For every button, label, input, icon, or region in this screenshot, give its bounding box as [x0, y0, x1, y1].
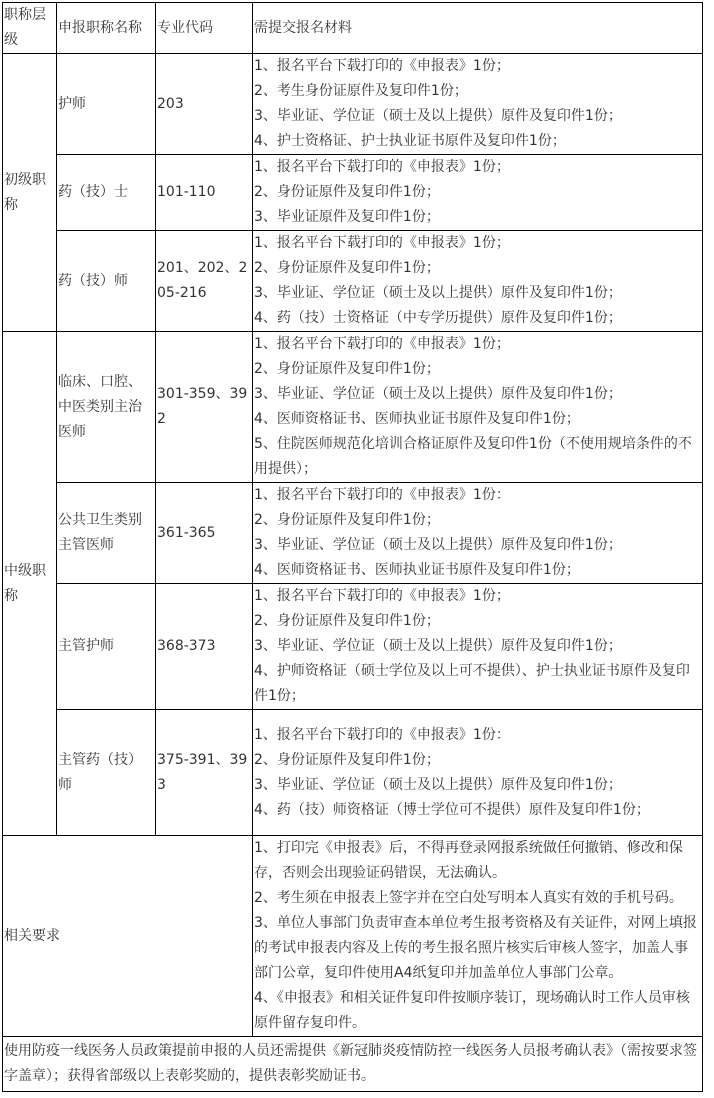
header-title: 申报职称名称 — [57, 3, 156, 54]
specialty-code: 368-373 — [156, 584, 253, 710]
materials-cell — [253, 155, 703, 231]
table-row — [3, 584, 703, 710]
material-item: 1、报名平台下载打印的《申报表》1份： — [254, 726, 510, 743]
material-item: 4、药（技）师资格证（博士学位可不提供）原件及复印件1份； — [254, 801, 650, 818]
material-item: 2、身份证原件及复印件1份； — [254, 751, 440, 768]
specialty-code: 361-365 — [156, 483, 253, 584]
footnote-row — [3, 1037, 703, 1092]
table-row — [3, 483, 703, 584]
material-item: 4、医师资格证书、医师执业证书原件及复印件1份； — [254, 562, 580, 578]
material-item: 3、毕业证、学位证（硕士及以上提供）原件及复印件1份； — [254, 776, 622, 793]
material-item: 3、毕业证原件及复印件1份； — [254, 209, 440, 225]
material-item: 3、毕业证、学位证（硕士及以上提供）原件及复印件1份； — [254, 537, 622, 553]
material-item: 5、住院医师规范化培训合格证原件及复印件1份（不使用规培条件的不用提供）； — [254, 436, 692, 477]
requirement-item: 3、单位人事部门负责审查本单位考生报考资格及有关证件，对网上填报的考试申报表内容及上传的考生报名照片核实后审核人签字，加盖人事部门公章，复印件使用A4纸复印并加盖单位人事部门公章。 — [254, 915, 697, 981]
requirement-item: 1、打印完《申报表》后，不得再登录网报系统做任何撤销、修改和保存，否则会出现验证码错误，无法确认。 — [254, 840, 683, 881]
level-intermediate: 中级职称 — [3, 332, 57, 836]
requirement-item: 2、考生须在申报表上签字并在空白处写明本人真实有效的手机号码。 — [254, 890, 683, 906]
material-item: 3、毕业证、学位证（硕士及以上提供）原件及复印件1份； — [254, 285, 622, 301]
material-item: 3、毕业证、学位证（硕士及以上提供）原件及复印件1份； — [254, 108, 622, 124]
job-title: 护师 — [57, 54, 156, 155]
job-title: 药（技）士 — [57, 155, 156, 231]
header-code: 专业代码 — [156, 3, 253, 54]
materials-cell — [253, 332, 703, 483]
registration-materials-table — [2, 2, 703, 1092]
material-item: 3、毕业证、学位证（硕士及以上提供）原件及复印件1份； — [254, 638, 622, 654]
job-title: 药（技）师 — [57, 231, 156, 332]
job-title: 临床、口腔、中医类别主治医师 — [57, 332, 156, 483]
specialty-code: 101-110 — [156, 155, 253, 231]
table-row — [3, 231, 703, 332]
header-level: 职称层级 — [3, 3, 57, 54]
material-item: 1、报名平台下载打印的《申报表》1份； — [254, 58, 510, 74]
material-item: 2、身份证原件及复印件1份； — [254, 613, 440, 629]
materials-cell — [253, 483, 703, 584]
material-item: 4、护师资格证（硕士学位及以上可不提供）、护士执业证书原件及复印件1份； — [254, 663, 690, 704]
job-title: 主管药（技）师 — [57, 710, 156, 836]
specialty-code: 375-391、393 — [156, 710, 253, 836]
requirements-cell — [253, 836, 703, 1037]
material-item: 4、药（技）士资格证（中专学历提供）原件及复印件1份； — [254, 310, 622, 326]
materials-cell — [253, 54, 703, 155]
material-item: 1、报名平台下载打印的《申报表》1份； — [254, 336, 510, 352]
materials-cell — [253, 231, 703, 332]
footnote-text: 使用防疫一线医务人员政策提前申报的人员还需提供《新冠肺炎疫情防控一线医务人员报考确认表》（需按要求签字盖章）；获得省部级以上表彰奖励的，提供表彰奖励证书。 — [3, 1037, 703, 1092]
material-item: 2、身份证原件及复印件1份； — [254, 260, 440, 276]
requirements-label: 相关要求 — [3, 836, 253, 1037]
table-row — [3, 710, 703, 836]
job-title: 公共卫生类别主管医师 — [57, 483, 156, 584]
job-title: 主管护师 — [57, 584, 156, 710]
material-item: 1、报名平台下载打印的《申报表》1份： — [254, 487, 510, 503]
material-item: 1、报名平台下载打印的《申报表》1份； — [254, 588, 510, 604]
material-item: 2、身份证原件及复印件1份； — [254, 512, 440, 528]
table-header-row — [3, 3, 703, 54]
table-row — [3, 54, 703, 155]
specialty-code: 201、202、205-216 — [156, 231, 253, 332]
level-junior: 初级职称 — [3, 54, 57, 332]
material-item: 2、身份证原件及复印件1份； — [254, 361, 440, 377]
material-item: 1、报名平台下载打印的《申报表》1份； — [254, 159, 510, 175]
specialty-code: 203 — [156, 54, 253, 155]
material-item: 1、报名平台下载打印的《申报表》1份； — [254, 235, 510, 251]
table-row — [3, 155, 703, 231]
material-item: 4、护士资格证、护士执业证书原件及复印件1份； — [254, 133, 566, 149]
requirement-item: 4、《申报表》和相关证件复印件按顺序装订，现场确认时工作人员审核原件留存复印件。 — [254, 990, 690, 1031]
header-materials: 需提交报名材料 — [253, 3, 703, 54]
table-row — [3, 332, 703, 483]
material-item: 3、毕业证、学位证（硕士及以上提供）原件及复印件1份； — [254, 386, 622, 402]
material-item: 4、医师资格证书、医师执业证书原件及复印件1份； — [254, 411, 580, 427]
materials-cell — [253, 584, 703, 710]
materials-cell — [253, 710, 703, 836]
specialty-code: 301-359、392 — [156, 332, 253, 483]
material-item: 2、身份证原件及复印件1份； — [254, 184, 440, 200]
material-item: 2、考生身份证原件及复印件1份； — [254, 83, 468, 99]
requirements-row — [3, 836, 703, 1037]
